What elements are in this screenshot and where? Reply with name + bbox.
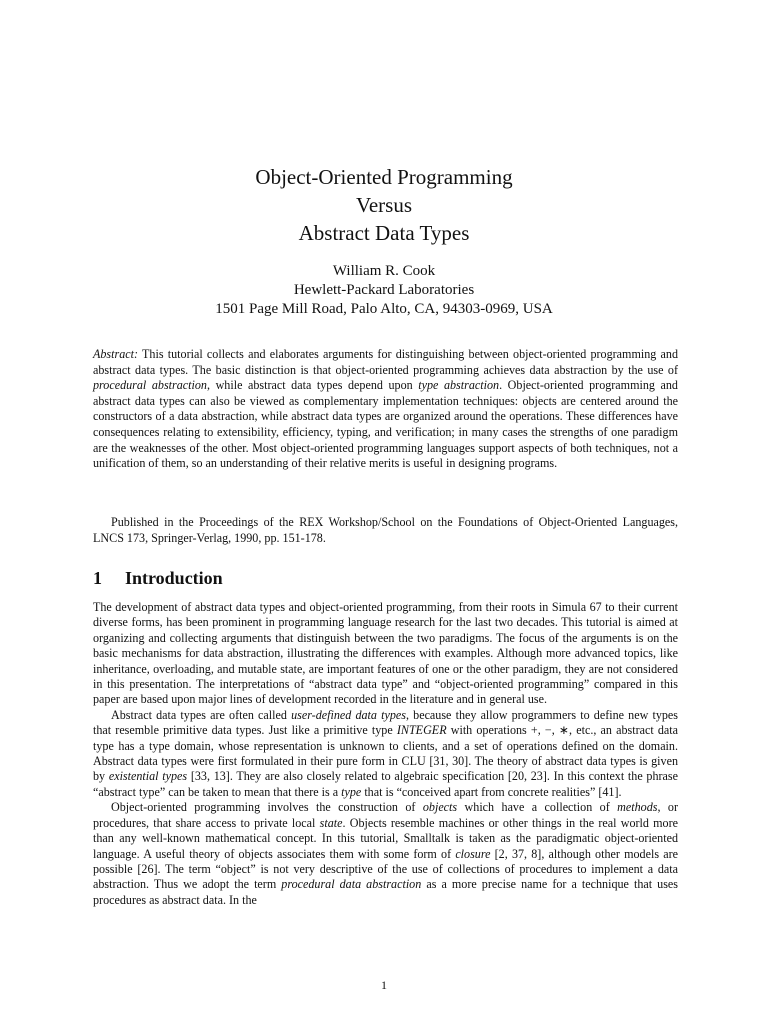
title-line-2: Versus [356, 193, 412, 217]
p3-text-5: [2, 37, 8], although other models are possible [26]. The term “object” is not very descriptive of the use of collections of procedures to implement a data abstraction. Thus we adopt the term [93, 846, 678, 892]
publication-note: Published in the Proceedings of the REX Workshop/School on the Foundations of Object-Oriented Languages, LNCS 173, Springer-Verlag, 1990, pp. 151-178. [93, 515, 678, 545]
p2-emph-3: existential types [108, 769, 188, 784]
p3-emph-5: procedural data abstraction [281, 877, 422, 892]
p3-emph-4: closure [455, 846, 491, 861]
paragraph-3 [93, 800, 678, 908]
paragraph-2 [93, 708, 678, 800]
author-block [0, 262, 768, 319]
p3-text-1: Object-oriented programming involves the construction of [111, 800, 423, 815]
title-line-3: Abstract Data Types [298, 221, 470, 245]
abstract [93, 347, 678, 472]
abstract-text-2: , while abstract data types depend upon [206, 378, 419, 393]
abstract-text-3: . Object-oriented programming and abstract data types can also be viewed as complementary implementation techniques: objects are centered around the constructors of a data abstraction, while abstract data types are organized around the operations. These differences have consequences relating to extensibility, efficiency, typing, and verification; in many cases the strengths of one paradigm are the weaknesses of the other. Most object-oriented programming languages support aspects of both techniques, not a unification of them, so an understanding of their relative merits is useful in designing programs. [93, 378, 678, 471]
author-address: 1501 Page Mill Road, Palo Alto, CA, 94303-0969, USA [215, 301, 553, 317]
abstract-emph-1: procedural abstraction [93, 378, 207, 393]
abstract-emph-2: type abstraction [418, 378, 500, 393]
p2-text-3: with operations +, −, ∗, etc., an abstract data type has a type domain, whose representation is unknown to clients, and a set of operations defined on the domain. Abstract data types were first formulated in their pure form in CLU [31, 30]. The theory of abstract data types is given by [93, 723, 678, 784]
section-number: 1 [93, 568, 102, 588]
title-line-1: Object-Oriented Programming [255, 165, 513, 189]
p3-emph-1: objects [422, 800, 458, 815]
p3-text-4: . Objects resemble machines or other things in the real world more than any well-known mathematical concept. In this tutorial, Smalltalk is taken as the paradigmatic object-oriented language. A useful theory of objects associates them with some form of [93, 815, 679, 861]
p3-emph-2: methods [617, 800, 658, 815]
p2-emph-4: type [341, 784, 362, 799]
author-affiliation: Hewlett-Packard Laboratories [293, 282, 475, 298]
p2-text-4: [33, 13]. They are also closely related to algebraic specification [20, 23]. In this context the phrase “abstract type” can be taken to mean that there is a [93, 769, 678, 799]
paragraph-1: The development of abstract data types and object-oriented programming, from their roots in Simula 67 to their current diverse forms, has been prominent in programming language research for the last two decades. This tutorial is aimed at organizing and collecting arguments that distinguish between the two paradigms. The focus of the arguments is on the basic mechanisms for data abstraction, illustrating the differences with examples. Although more advanced topics, like inheritance, overloading, and mutable state, are important features of one or the other paradigm, they are not considered in this presentation. The interpretations of “abstract data type” and “object-oriented programming” compared in this paper are based upon major lines of development recorded in the literature and in general use. [93, 600, 678, 707]
p2-emph-2: INTEGER [396, 723, 447, 738]
p2-text-5: that is “conceived apart from concrete realities” [41]. [361, 784, 622, 799]
section-title: Introduction [125, 568, 223, 588]
page-number: 1 [381, 978, 387, 992]
p3-emph-3: state [319, 815, 343, 830]
p2-text-2: , because they allow programmers to define new types that resemble primitive data types. Just like a primitive type [93, 707, 679, 738]
abstract-label: Abstract: [93, 347, 139, 361]
paper-title [0, 163, 768, 247]
body-text [93, 600, 678, 908]
section-heading [93, 568, 223, 589]
p3-text-6: as a more precise name for a technique that uses procedures as abstract data. In the [93, 877, 678, 907]
abstract-text-1: This tutorial collects and elaborates arguments for distinguishing between object-oriented programming and abstract data types. The basic distinction is that object-oriented programming achieves data abstraction by the use of [93, 347, 678, 377]
p3-text-3: , or procedures, that share access to private local [93, 800, 678, 830]
p3-text-2: which have a collection of [457, 800, 618, 815]
p2-text-1: Abstract data types are often called [111, 707, 292, 722]
p2-emph-1: user-defined data types [291, 707, 406, 722]
author-name: William R. Cook [332, 263, 436, 279]
